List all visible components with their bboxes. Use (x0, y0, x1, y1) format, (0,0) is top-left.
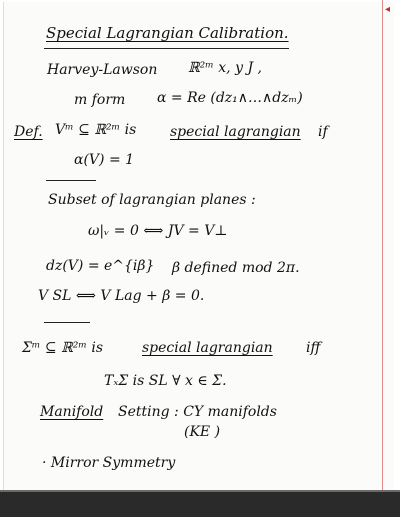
alpha-v-text: α(V) = 1 (74, 152, 135, 168)
def-if-text: if (318, 124, 328, 140)
sigma-special-lagrangian: special lagrangian (142, 340, 273, 356)
mirror-symmetry-text: · Mirror Symmetry (42, 455, 176, 471)
v-sl-equivalence-text: V SL ⟺ V Lag + β = 0. (38, 288, 205, 304)
title-underline (44, 48, 289, 49)
m-form-text: m form (74, 92, 126, 108)
sigma-iff-text: iff (306, 340, 321, 356)
corner-arrow-icon: ◂ (385, 4, 391, 15)
manifold-label: Manifold (40, 404, 104, 420)
harvey-lawson-text: Harvey-Lawson (47, 62, 158, 78)
beta-defined-text: β defined mod 2π. (172, 260, 300, 276)
def-label: Def. (14, 124, 43, 140)
def-text: Vᵐ ⊆ ℝ²ᵐ is (55, 122, 137, 138)
sigma-text: Σᵐ ⊆ ℝ²ᵐ is (22, 340, 104, 356)
section-rule-1 (46, 180, 96, 181)
dz-v-text: dz(V) = e^{iβ} (46, 258, 155, 274)
subset-lagrangian-text: Subset of lagrangian planes : (48, 192, 256, 208)
cy-manifolds-text: Setting : CY manifolds (118, 404, 277, 420)
r2m-coordinates-text: ℝ²ᵐ x, y J , (188, 60, 262, 76)
section-rule-2 (44, 322, 90, 323)
red-margin-line (382, 0, 383, 490)
alpha-definition-text: α = Re (dz₁∧…∧dzₘ) (157, 90, 303, 106)
omega-restriction-text: ω|ᵥ = 0 ⟺ JV = V⊥ (88, 223, 228, 239)
page-title: Special Lagrangian Calibration. (46, 24, 289, 42)
def-special-lagrangian: special lagrangian (170, 124, 301, 140)
scan-bottom-bar (0, 492, 400, 517)
ke-text: (KE ) (184, 424, 221, 440)
tangent-space-text: TₓΣ is SL ∀ x ∈ Σ. (104, 373, 227, 389)
